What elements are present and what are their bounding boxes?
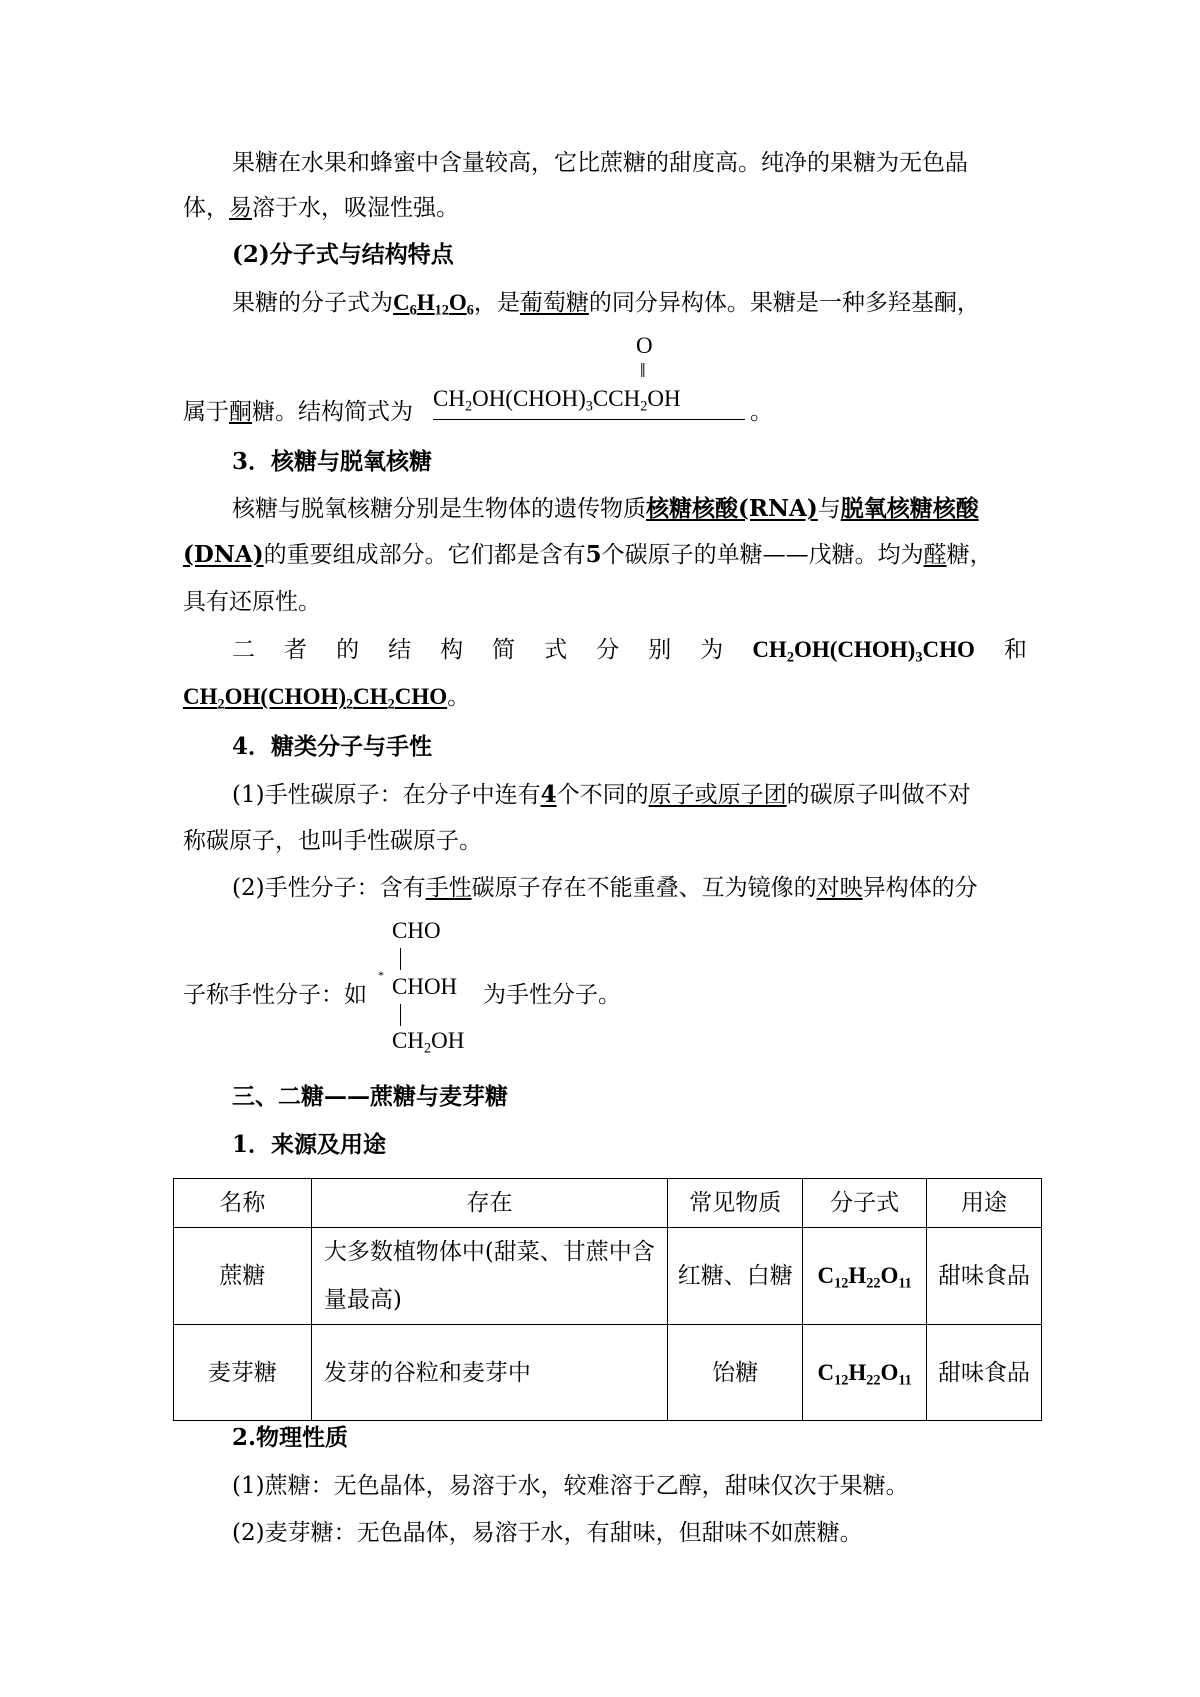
paragraph-chiral-carbon-cont: 称碳原子，也叫手性碳原子。	[183, 828, 482, 854]
heading-ribose: 3．核糖与脱氧核糖	[232, 448, 433, 475]
text: 个碳原子的单糖——戊糖。均为	[601, 542, 924, 568]
text: 异构体的分	[862, 875, 978, 901]
underlined-answer: 易	[229, 195, 252, 221]
text: 别	[648, 637, 672, 663]
text: 的	[336, 637, 360, 663]
heading-disaccharides: 三、二糖——蔗糖与麦芽糖	[232, 1083, 508, 1110]
paragraph-ribose	[232, 494, 979, 524]
paragraph-maltose-properties: (2)麦芽糖：无色晶体，易溶于水，有甜味，但甜味不如蔗糖。	[232, 1520, 863, 1546]
paragraph-chiral-example: 子称手性分子：如	[183, 982, 367, 1008]
underlined-answer: 核糖核酸(RNA)	[646, 495, 818, 522]
table-header: 用途	[927, 1179, 1042, 1228]
text: 结	[388, 637, 412, 663]
formula-ribose: $CH_2OH(CHOH)_3CHO$	[752, 637, 975, 666]
paragraph-chiral-carbon	[232, 780, 971, 810]
chiral-star: *	[378, 968, 384, 982]
text: 个不同的	[556, 782, 649, 808]
table-cell: 发芽的谷粒和麦芽中	[311, 1325, 667, 1421]
underlined-answer: 手性	[425, 875, 472, 901]
table-header: 存在	[311, 1179, 667, 1228]
table-cell: 甜味食品	[927, 1325, 1042, 1421]
text: (1)手性碳原子：在分子中连有	[232, 782, 541, 808]
subheading-formula-structure: (2)分子式与结构特点	[232, 241, 454, 268]
text: 果糖的分子式为	[232, 290, 393, 316]
underlined-answer: 醛	[923, 542, 947, 568]
table-cell: 麦芽糖	[174, 1325, 312, 1421]
table-row	[174, 1228, 1042, 1325]
underlined-answer: 4	[540, 781, 557, 808]
table-cell: 大多数植物体中(甜菜、甘蔗中含量最高)	[311, 1228, 667, 1325]
text: 简	[492, 637, 516, 663]
text: 核糖与脱氧核糖分别是生物体的遗传物质	[232, 496, 646, 522]
answer-underline	[433, 419, 745, 420]
heading-physical-properties: 2.物理性质	[232, 1424, 349, 1451]
table-header: 分子式	[803, 1179, 927, 1228]
table-cell: 饴糖	[668, 1325, 803, 1421]
text: 者	[284, 637, 308, 663]
text: 碳原子存在不能重叠、互为镜像的	[471, 875, 817, 901]
text: 与	[817, 496, 841, 522]
structure-cho: CHO	[392, 918, 441, 943]
paragraph-sucrose-properties: (1)蔗糖：无色晶体，易溶于水，较难溶于乙醇，甜味仅次于果糖。	[232, 1473, 909, 1499]
table-cell: 红糖、白糖	[668, 1228, 803, 1325]
table-row	[174, 1325, 1042, 1421]
underlined-answer: (DNA)	[183, 541, 264, 568]
paragraph-structures	[232, 635, 1027, 665]
text: 的碳原子叫做不对	[786, 782, 971, 808]
underlined-answer: 酮	[229, 399, 252, 425]
text: 属于	[183, 399, 229, 425]
paragraph-ribose-cont	[183, 540, 993, 570]
structure-main-chain: $CH_2OH(CHOH)_3CCH_2OH$	[433, 386, 681, 415]
text: 二	[232, 637, 255, 663]
text: 的同分异构体。果糖是一种多羟基酮，	[588, 290, 980, 316]
table-cell: 蔗糖	[174, 1228, 312, 1325]
fructose-structure-formula	[433, 333, 745, 423]
paragraph-chiral-molecule	[232, 873, 978, 903]
heading-sources-uses: 1．来源及用途	[232, 1131, 387, 1158]
number: 5	[585, 541, 602, 568]
paragraph-deoxyribose	[183, 682, 470, 712]
text: 式	[544, 637, 568, 663]
heading-chirality: 4．糖类分子与手性	[232, 733, 433, 760]
text: 体，	[183, 195, 229, 221]
glyceraldehyde-structure	[378, 918, 488, 1058]
text: 和	[1003, 637, 1027, 663]
formula-deoxyribose: $CH_2OH(CHOH)_2CH_2CHO$	[183, 684, 448, 713]
underlined-answer: 原子或原子团	[648, 782, 787, 808]
text: 分	[596, 637, 620, 663]
text: 为	[700, 637, 724, 663]
double-bond: ‖	[640, 360, 646, 382]
text: 糖。结构简式为	[252, 399, 413, 425]
text: 溶于水，吸湿性强。	[252, 195, 459, 221]
table-cell-formula: $C_{12}H_{22}O_{11}$	[803, 1325, 927, 1421]
text: 构	[440, 637, 464, 663]
table-cell-formula: $C_{12}H_{22}O_{11}$	[803, 1228, 927, 1325]
period: 。	[750, 399, 773, 425]
structure-choh: CHOH	[392, 974, 458, 999]
text: ，是	[473, 290, 520, 316]
paragraph-fructose-formula	[232, 288, 980, 318]
table-header: 名称	[174, 1179, 312, 1228]
formula-fructose: $C_6H_{12}O_6$	[393, 290, 474, 319]
table-header-row	[174, 1179, 1042, 1228]
text: 的重要组成部分。它们都是含有	[263, 542, 586, 568]
underlined-answer: 对映	[816, 875, 863, 901]
text: 糖，	[946, 542, 993, 568]
paragraph-fructose-intro: 果糖在水果和蜂蜜中含量较高，它比蔗糖的甜度高。纯净的果糖为无色晶	[232, 150, 968, 176]
period: 。	[447, 684, 471, 710]
text: (2)手性分子：含有	[232, 875, 426, 901]
paragraph-reducing: 具有还原性。	[183, 589, 321, 615]
table-header: 常见物质	[668, 1179, 803, 1228]
underlined-answer: 葡萄糖	[519, 290, 589, 316]
disaccharide-table	[173, 1178, 1042, 1421]
underlined-answer: 脱氧核糖核酸	[840, 495, 979, 522]
bond-line	[400, 948, 401, 970]
structure-ch2oh: $CH_2OH$	[392, 1028, 465, 1057]
table-cell: 甜味食品	[927, 1228, 1042, 1325]
paragraph-fructose-class	[183, 397, 413, 427]
paragraph-chiral-example-end: 为手性分子。	[483, 982, 621, 1008]
paragraph-fructose-intro-cont	[183, 193, 459, 223]
carbonyl-oxygen: O	[636, 333, 653, 358]
bond-line	[400, 1004, 401, 1026]
